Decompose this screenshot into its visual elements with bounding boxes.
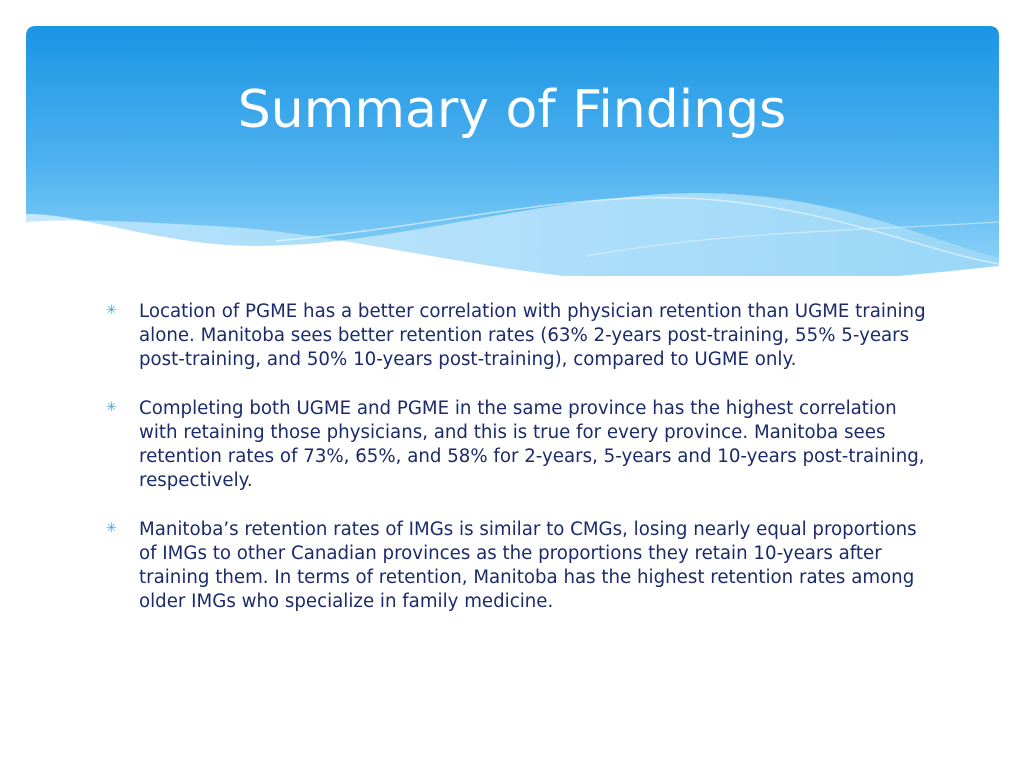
bullet-list (106, 300, 926, 639)
bullet-text: Completing both UGME and PGME in the same province has the highest correlation with retaining those physicians, and this is true for every province. Manitoba sees retention rates of 73%, 65%, and 58% for 2-years, 5-years and 10-years post-training, respectively. (139, 398, 925, 491)
wave-banner-graphic (26, 26, 999, 276)
asterisk-bullet-icon: ✳ (106, 400, 117, 415)
bullet-text: Manitoba’s retention rates of IMGs is similar to CMGs, losing nearly equal proportions of IMGs to other Canadian provinces as the proportions they retain 10-years after training them. In terms of retention, Manitoba has the highest retention rates among older IMGs who specialize in family medicine. (139, 519, 917, 612)
slide-title: Summary of Findings (237, 80, 787, 140)
title-banner (26, 26, 999, 276)
bullet-item (106, 300, 926, 372)
bullet-item (106, 518, 926, 614)
asterisk-bullet-icon: ✳ (106, 521, 117, 536)
asterisk-bullet-icon: ✳ (106, 303, 117, 318)
bullet-text: Location of PGME has a better correlation with physician retention than UGME training alone. Manitoba sees better retention rates (63% 2-years post-training, 55% 5-years post-training, and 50% 10-years post-training), compared to UGME only. (139, 301, 926, 370)
bullet-item (106, 397, 926, 493)
